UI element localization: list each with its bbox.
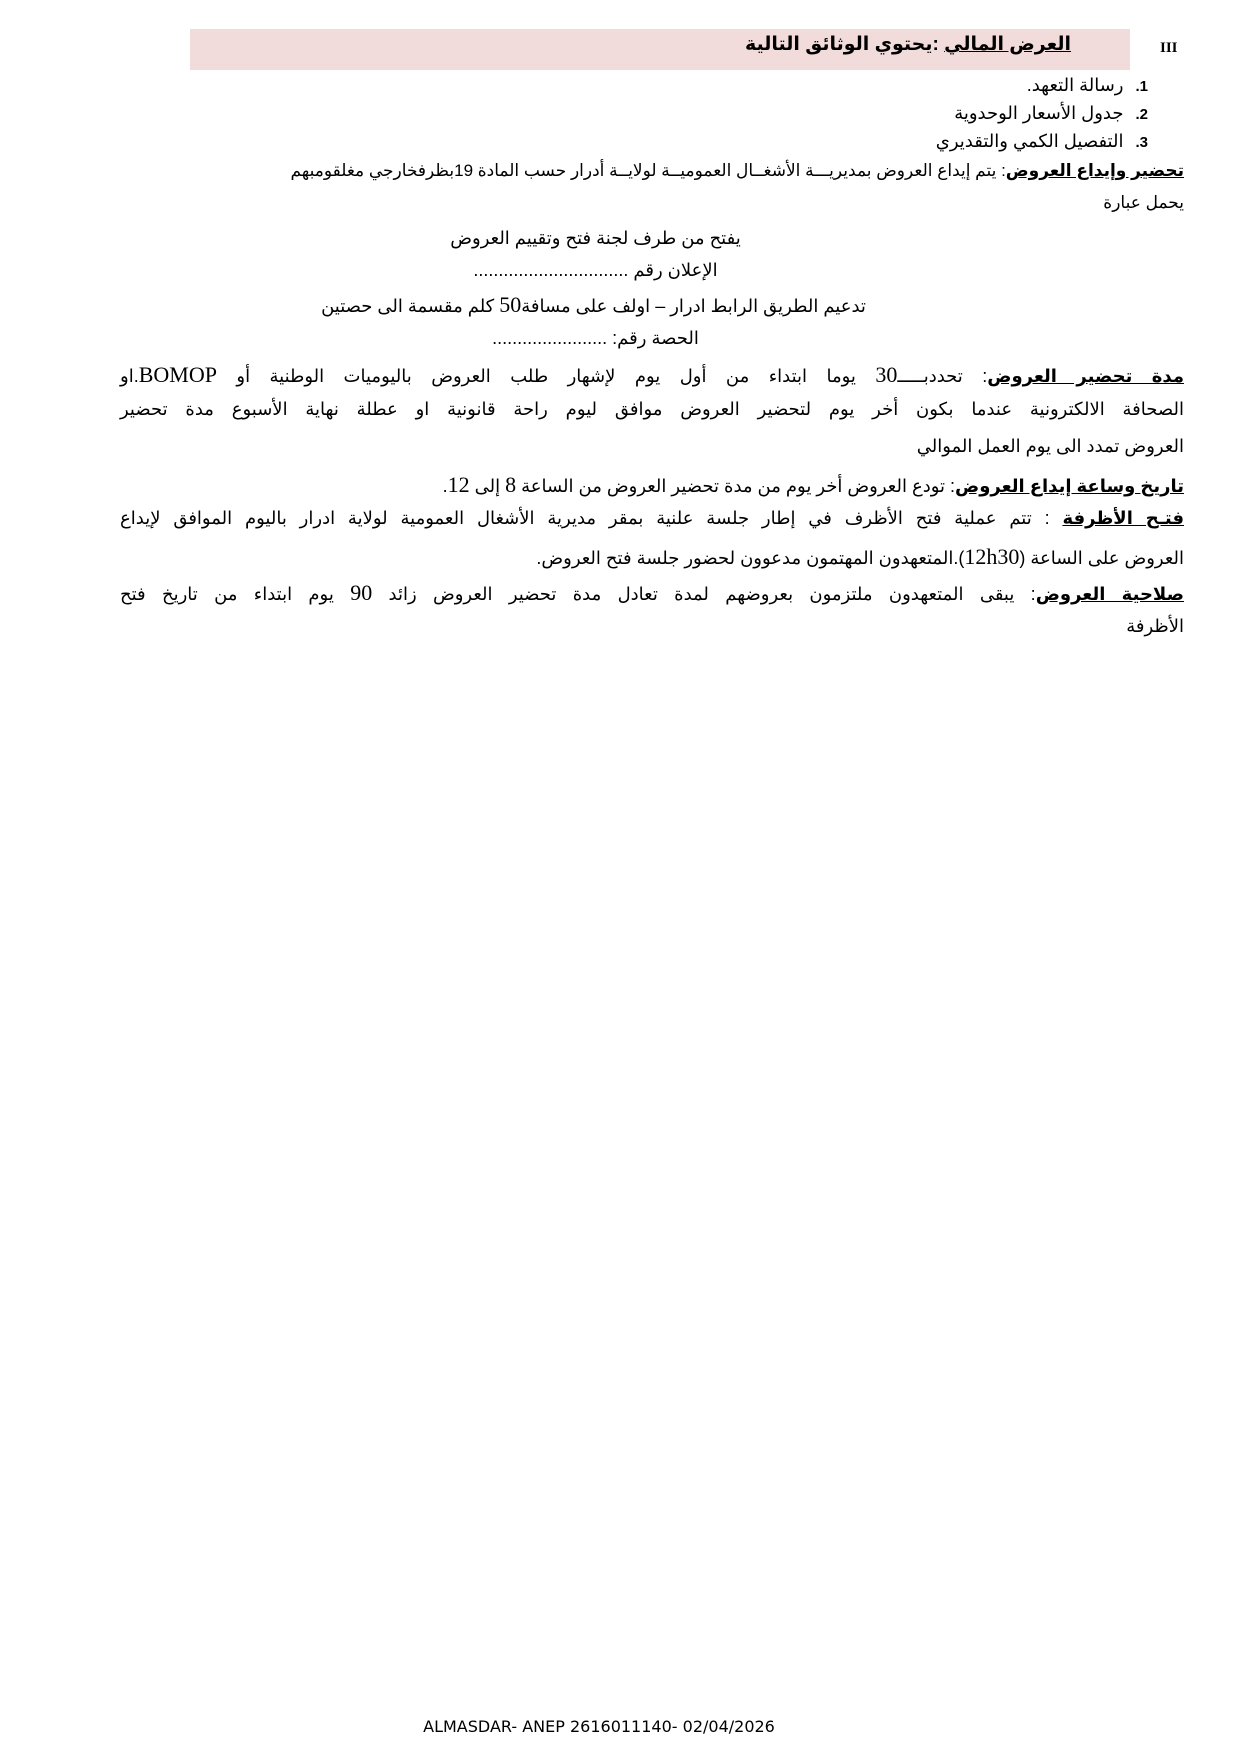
section-title	[745, 33, 1071, 56]
envelope-lot-line: الحصة رقم: .......................	[492, 328, 699, 348]
envelope-line: يفتح من طرف لجنة فتح وتقييم العروض	[450, 228, 741, 248]
deposit-time-paragraph: تاريخ وساعة إيداع العروض: تودع العروض أخر يوم من مدة تحضير العروض من الساعة 8 إلى 12.	[442, 472, 1184, 497]
deposit-label: تحضير وإيداع العروض	[1005, 161, 1184, 180]
document-list-item: 1.رسالة التعهد.	[1026, 75, 1148, 95]
opening-label: فتـح الأظرفة	[1062, 508, 1184, 528]
opening-paragraph: فتـح الأظرفة : تتم عملية فتح الأظرف في إطار جلسة علنية بمقر مديرية الأشغال العمومية لولاية ادرار باليوم الموافق لإيداع	[120, 508, 1184, 528]
document-list-item: 3.التفصيل الكمي والتقديري	[935, 131, 1148, 151]
deposit-time-label: تاريخ وساعة إيداع العروض	[955, 476, 1184, 496]
section-title-rest: :يحتوي الوثائق التالية	[744, 34, 945, 55]
envelope-project-line: تدعيم الطريق الرابط ادرار – اولف على مسافة50 كلم مقسمة الى حصتين	[321, 292, 866, 317]
document-list-item: 2.جدول الأسعار الوحدوية	[954, 103, 1148, 123]
preparation-paragraph: مدة تحضير العروض: تحددبـــــ30 يوما ابتداء من أول يوم لإشهار طلب العروض باليوميات الوطنية أو BOMOP.او	[120, 362, 1184, 387]
page-footer: ALMASDAR- ANEP 2616011140- 02/04/2026	[423, 1717, 775, 1736]
preparation-paragraph-cont: الصحافة الالكترونية عندما بكون أخر يوم لتحضير العروض موافق ليوم راحة قانونية او عطلة نهاية الأسبوع مدة تحضير	[120, 399, 1184, 419]
validity-paragraph-cont: الأظرفة	[1126, 616, 1184, 636]
deposit-paragraph: تحضير وإيداع العروض: يتم إيداع العروض بمديريـــة الأشغــال العموميــة لولايــة أدرار حسب المادة 19بظرفخارجي مغلقومبهم	[290, 161, 1184, 180]
preparation-label: مدة تحضير العروض	[987, 366, 1184, 386]
section-number: III	[1160, 40, 1178, 56]
validity-label: صلاحية العروض	[1035, 584, 1184, 604]
opening-paragraph-cont: العروض على الساعة (12h30).المتعهدون المهتمون مدعوون لحضور جلسة فتح العروض.	[536, 544, 1184, 569]
envelope-announcement-line: الإعلان رقم ...............................	[473, 260, 718, 280]
preparation-paragraph-end: العروض تمدد الى يوم العمل الموالي	[916, 436, 1184, 456]
validity-paragraph: صلاحية العروض: يبقى المتعهدون ملتزمون بعروضهم لمدة تعادل مدة تحضير العروض زائد 90 يوم ابتداء من تاريخ فتح	[120, 580, 1184, 605]
deposit-paragraph-cont: يحمل عبارة	[1103, 193, 1184, 212]
section-title-label: العرض المالي	[944, 34, 1071, 55]
